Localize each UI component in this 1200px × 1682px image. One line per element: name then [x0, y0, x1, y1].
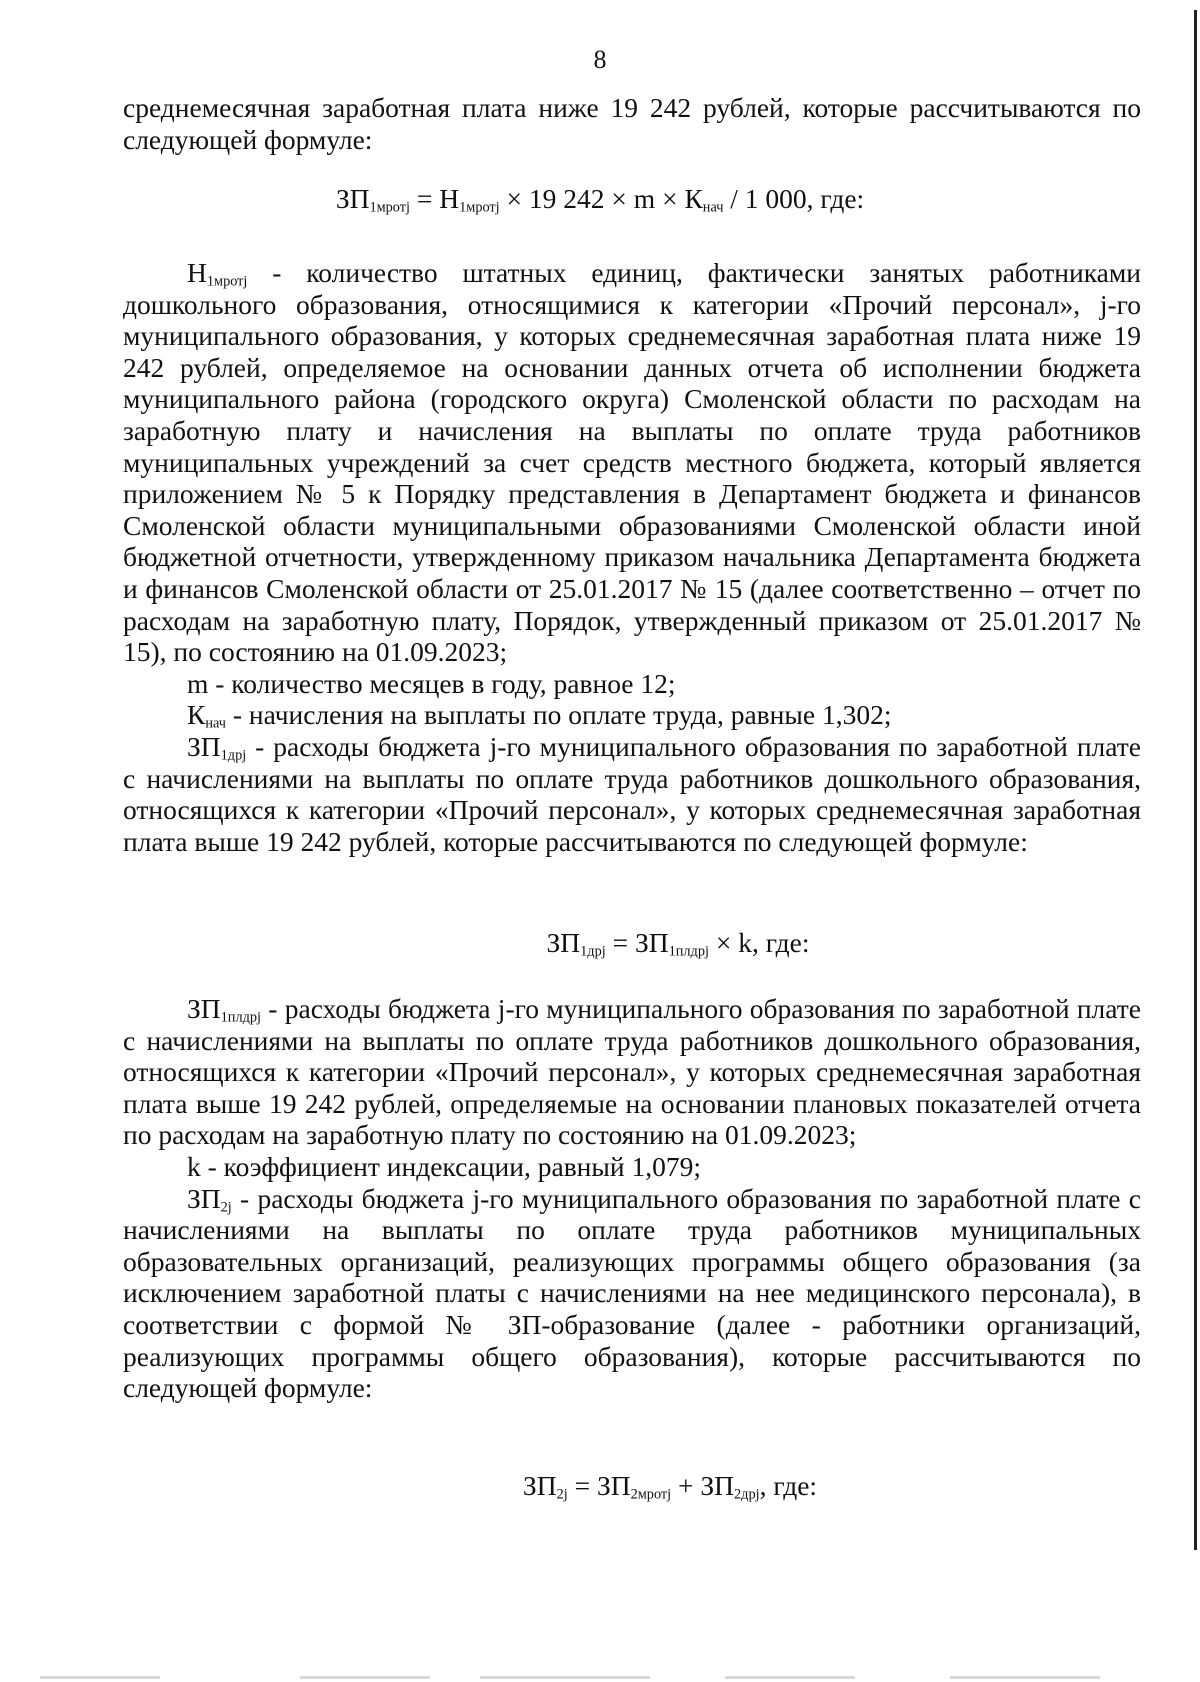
term: ЗП: [187, 1182, 221, 1214]
term: К: [187, 699, 206, 731]
definition-text: - расходы бюджета j-го муниципального образования по заработной плате с начислениями на выплаты по оплате труда работников дошкольного образования, относящихся к категории «Прочий персонал», у которых среднемесячная заработная плата выше 19 242 рублей, которые рассчитываются по следующей формуле:: [123, 730, 1141, 857]
term-subscript: 1мротj: [206, 273, 248, 290]
definition-zp1drj: [123, 731, 1141, 857]
formula-tail: / 1 000, где:: [723, 183, 865, 214]
definition-text: - начисления на выплаты по оплате труда, равные 1,302;: [225, 699, 892, 731]
page-number: 8: [593, 45, 607, 74]
term: ЗП: [187, 993, 221, 1024]
definition-text: - расходы бюджета j-го муниципального образования по заработной плате с начислениями на выплаты по оплате труда работников муниципальных образовательных организаций, реализующих программы общего образования (за исключением заработной платы с начислениями на нее медицинского персонала), в соответствии с формой № ЗП-образование (далее - работники организаций, реализующих программы общего образования), которые рассчитываются по следующей формуле:: [123, 1182, 1141, 1404]
term-subscript: нач: [205, 715, 226, 732]
definition-text: - количество штатных единиц, фактически занятых работниками дошкольного образования, относящимися к категории «Прочий персонал», j-го муниципального образования, у которых среднемесячная заработная плата ниже 19 242 рублей, определяемое на основании данных отчета об исполнении бюджета муниципального района (городского округа) Смоленской области по расходам на заработную плату и начисления на выплаты по оплате труда работников муниципальных учреждений за счет средств местного бюджета, который является приложением № 5 к Порядку представления в Департамент бюджета и финансов Смоленской области муниципальными образованиями Смоленской области иной бюджетной отчетности, утвержденному приказом начальника Департамента бюджета и финансов Смоленской области от 25.01.2017 № 15 (далее соответственно – отчет по расходам на заработную плату, Порядок, утвержденный приказом от 25.01.2017 № 15), по состоянию на 01.09.2023;: [123, 257, 1141, 668]
paragraph-intro: [123, 92, 1141, 155]
scan-edge-line: [1194, 10, 1197, 1550]
formula-zp1mrotj: [0, 183, 1200, 215]
scan-mark: [950, 1676, 1100, 1679]
formula-operator: +: [671, 1470, 701, 1501]
formula-term: К: [684, 183, 703, 214]
formula-subscript: 1мротj: [369, 199, 410, 216]
term: ЗП: [187, 730, 221, 762]
definition-m: m - количество месяцев в году, равное 12;: [187, 667, 676, 699]
formula-operator: =: [409, 183, 440, 214]
definition-zp2j: [123, 1183, 1141, 1404]
formula-subscript: нач: [702, 199, 724, 216]
definitions-block: [123, 257, 1141, 857]
scan-mark: [300, 1676, 430, 1679]
term: Н: [187, 257, 207, 288]
formula-term: ЗП: [335, 183, 370, 214]
formula-term: ЗП: [522, 1470, 557, 1501]
formula-term: ЗП: [634, 927, 669, 958]
definition-zp1pldrj: [123, 993, 1141, 1151]
term-subscript: 1плдрj: [220, 1009, 261, 1026]
formula-tail: , где:: [759, 1470, 818, 1501]
formula-term: Н: [439, 183, 460, 214]
scan-mark: [725, 1676, 855, 1679]
definition-n1mrotj: [123, 257, 1141, 668]
formula-operator: × 19 242 × m ×: [499, 183, 685, 214]
formula-subscript: 1плдрj: [668, 943, 709, 960]
paragraph-text: среднемесячная заработная плата ниже 19 242 рублей, которые рассчитываются по следующей формуле:: [123, 92, 1141, 155]
formula-subscript: 2j: [556, 1486, 568, 1503]
formula-zp1drj: [0, 927, 1200, 959]
definition-knach: [123, 699, 1141, 731]
formula-term: ЗП: [596, 1470, 631, 1501]
formula-subscript: 1дрj: [580, 943, 606, 960]
definitions-block-2: [123, 993, 1141, 1404]
formula-subscript: 2дрj: [734, 1486, 760, 1503]
formula-term: ЗП: [700, 1470, 735, 1501]
scan-mark: [40, 1676, 160, 1679]
term-subscript: 2j: [220, 1199, 232, 1216]
definition-k: k - коэффициент индексации, равный 1,079;: [187, 1150, 701, 1182]
formula-subscript: 2мротj: [630, 1486, 672, 1503]
formula-tail: × k, где:: [708, 927, 810, 958]
formula-operator: =: [567, 1470, 597, 1501]
definition-text: - расходы бюджета j-го муниципального образования по заработной плате с начислениями на выплаты по оплате труда работников дошкольного образования, относящихся к категории «Прочий персонал», у которых среднемесячная заработная плата выше 19 242 рублей, определяемые на основании плановых показателей отчета по расходам на заработную плату по состоянию на 01.09.2023;: [123, 993, 1141, 1151]
term-subscript: 1дрj: [220, 747, 247, 764]
formula-term: ЗП: [546, 927, 581, 958]
formula-operator: =: [605, 927, 635, 958]
formula-zp2j: [0, 1470, 1200, 1502]
formula-subscript: 1мротj: [459, 199, 500, 216]
scan-mark: [480, 1676, 650, 1679]
